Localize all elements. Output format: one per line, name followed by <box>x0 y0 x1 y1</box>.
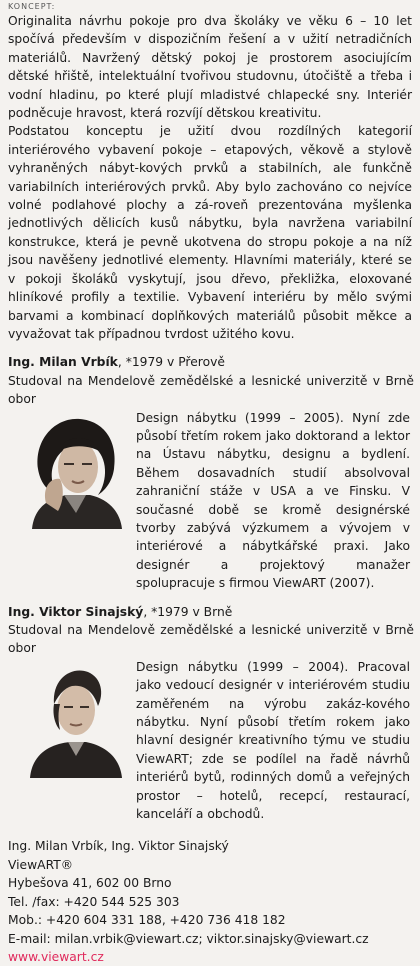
author-name-line <box>6 353 414 371</box>
website-link[interactable]: www.viewart.cz <box>8 949 104 964</box>
author-studied: Studoval na Mendelově zemědělské a lesnické univerzitě v Brně obor <box>8 373 414 407</box>
author-birth: , *1979 v Brně <box>143 604 233 619</box>
portrait-photo-milan <box>24 411 126 529</box>
author-viktor-sinajsky <box>6 603 414 824</box>
author-studied: Studoval na Mendelově zemědělské a lesnické univerzitě v Brně obor <box>8 623 414 656</box>
contact-names: Ing. Milan Vrbík, Ing. Viktor Sinajský <box>8 839 229 854</box>
author-name: Ing. Milan Vrbík <box>8 355 118 370</box>
article <box>6 2 414 966</box>
intro-paragraph-1: Originalita návrhu pokoje pro dva školáky ve věku 6 – 10 let spočívá především v dispozičním řešení a v užití netradičních materiálů. Navržený dětský pokoj je prostorem asociujícím dětské hřiště, intelektuální tvořivou studovnu, útočiště a třeba i vodní hladinu, po které plují mladistvé chlapecké sny. Interiér podněcuje hravost, která rozvíjí dětskou kreativitu. <box>8 14 412 121</box>
contact-address: Hybešova 41, 602 00 Brno <box>8 876 172 891</box>
author-bio-block <box>6 409 414 593</box>
author-name-line <box>6 603 414 621</box>
contact-block <box>6 837 414 966</box>
author-bio: Design nábytku (1999 – 2005). Nyní zde působí třetím rokem jako doktorand a lektor na Ústavu nábytku, designu a bydlení. Během dosavadních studií absolvoval zahraniční stáže v USA a ve Finsku. V současné době se kromě designérské tvorby zabývá výzkumem a vývojem v interiérové a nábytkářské praxi. Jako designér a projektový manažer spolupracuje s firmou ViewART (2007). <box>136 410 410 591</box>
author-bio: Design nábytku (1999 – 2004). Pracoval jako vedoucí designér v interiérovém studiu zaměřeném na výrobu zakáz-kového nábytku. Nyní působí třetím rokem jako hlavní designér kreativního týmu ve studiu ViewART; zde se podílel na řadě návrhů interiérů bytů, rodinných domů a veřejných prostor – hotelů, recepcí, restaurací, kanceláří a obchodů. <box>136 659 410 822</box>
portrait-photo-viktor <box>24 660 126 778</box>
author-bio-block <box>6 658 414 824</box>
contact-mobile: Mob.: +420 604 331 188, +420 736 418 182 <box>8 913 286 928</box>
contact-company: ViewART® <box>8 857 74 872</box>
contact-phone: Tel. /fax: +420 544 525 303 <box>8 894 180 909</box>
author-name: Ing. Viktor Sinajský <box>8 604 144 619</box>
author-milan-vrbik <box>6 353 414 592</box>
intro-paragraph-2: Podstatou konceptu je užití dvou rozdílných kategorií interiérového vybavení pokoje – etapových, věkově a stylově vyhraněných nábyt-kových prvků a stabilních, ale funkčně variabilních interiérových prvků. Aby bylo zachováno co nejvíce volné podlahové plochy a zá-roveň prezentována myšlenka jednotlivých dělicích kusů nábytku, byla navržena variabilní konstrukce, která je pevně ukotvena do stropu pokoje a na níž jsou navěšeny jednotlivé elementy. Hlavními materiály, které se v pokoji školáků vyskytují, jsou dřevo, překližka, eloxované hliníkové profily a textilie. Vybavení interiéru by mělo svými barvami a kombinací doplňkových materiálů působit měkce a vyvažovat tak případnou tvrdost užitého kovu. <box>8 124 412 341</box>
contact-email[interactable]: E-mail: milan.vrbik@viewart.cz; viktor.sinajsky@viewart.cz <box>8 931 369 946</box>
author-birth: , *1979 v Přerově <box>117 355 225 370</box>
section-label: KONCEPT: <box>8 2 56 11</box>
